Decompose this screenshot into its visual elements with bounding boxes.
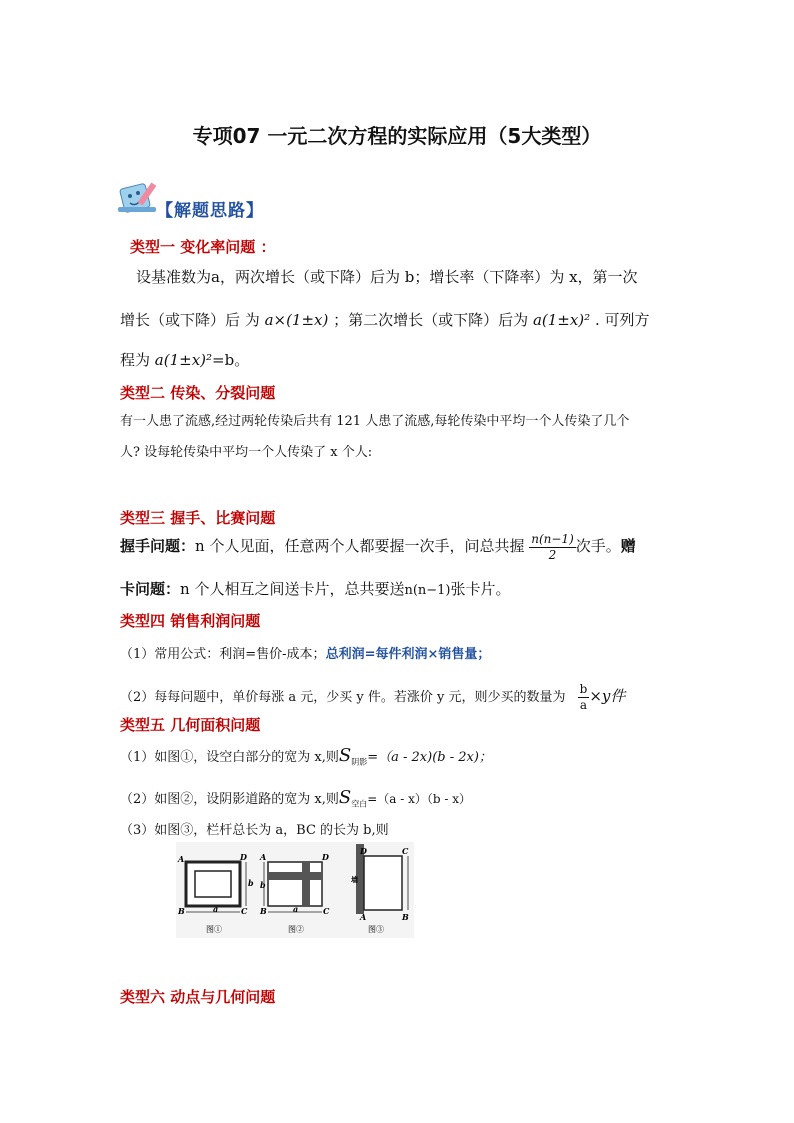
section-2-line-2: 人? 设每轮传染中平均一个人传染了 x 个人: [120,445,373,460]
formula: =（a - 2x)(b - 2x)； [367,750,492,765]
section-2-line-1: 有一人患了流感,经过两轮传染后共有 121 人患了流感,每轮传染中平均一个人传染了几个 [120,414,630,429]
section-heading-6: 类型六 动点与几何问题 [120,988,276,1006]
formula: n(n−1) [404,583,451,598]
label-len-b: b [260,880,266,890]
wall-label: 墙 [351,875,358,884]
text: n 个人相互之间送卡片，总共要送 [180,580,405,598]
section-3-line-1 [120,527,636,565]
label-c: C [241,906,248,916]
text: （1）如图①，设空白部分的宽为 x,则 [120,750,339,765]
label-len-a: a [293,904,299,914]
text: . 可列方 [594,311,650,329]
caption-3: 图③ [368,925,384,934]
label-len-a: a [213,904,219,914]
text: ×y件 [589,687,626,705]
logo-text: 【解题思路】 [156,201,264,221]
formula: a(1±x)² [154,351,213,369]
area-symbol: S [338,787,352,808]
section-heading-4: 类型四 销售利润问题 [120,612,261,630]
label-d: D [322,852,329,862]
text: n 个人见面，任意两个人都要握一次手，问总共握 [195,537,525,555]
numerator: n(n−1) [531,531,574,546]
section-heading-2: 类型二 传染、分裂问题 [120,384,276,402]
numerator: b [579,682,588,696]
subscript: 阴影 [351,757,368,767]
fraction [578,682,590,713]
label-a: A [260,852,267,862]
text: 程为 [120,351,151,369]
label-b: B [402,912,409,922]
label-d: D [240,852,247,862]
text: （2）每每问题中，单价每涨 a 元，少买 y 件。若涨价 y 元，则少买的数量为 [120,690,566,705]
geometry-figures [176,842,414,938]
label-d: D [360,846,367,856]
figure-2 [259,852,330,934]
section-3-line-2 [120,578,511,599]
text: =b。 [212,351,250,369]
section-5-line-3: （3）如图③，栏杆总长为 a，BC 的长为 b,则 [120,823,389,838]
card-label: 卡问题： [120,580,181,598]
formula: a(1±x)² [532,311,591,329]
section-1-line-2 [120,309,650,330]
handshake-label: 握手问题： [120,537,196,555]
subscript: 空白 [351,799,368,809]
label-c: C [323,906,330,916]
formula: =（a - x）（b - x） [367,792,472,806]
text: 赠 [620,537,636,555]
caption-2: 图② [288,925,304,934]
label-c: C [402,846,409,856]
text: 张卡片。 [450,580,511,598]
text: ；第二次增长（或下降）后为 [333,311,529,329]
section-5-line-1 [120,745,492,768]
fraction [529,532,576,563]
label-len-b: b [248,878,254,888]
page-title: 专项07 一元二次方程的实际应用（5大类型） [192,124,602,148]
section-heading-1: 类型一 变化率问题 ： [130,238,276,256]
label-a: A [360,912,367,922]
caption-1: 图① [206,925,222,934]
formula: a×(1±x) [264,311,329,329]
solution-idea-logo [118,180,283,222]
denominator: 2 [548,547,557,562]
section-1-line-1: 设基准数为a，两次增长（或下降）后为 b；增长率（下降率）为 x，第一次 [136,268,638,286]
figure-1 [177,852,254,934]
area-symbol: S [338,745,352,766]
figure-3 [351,844,409,934]
label-b: B [260,906,267,916]
text: 次手。 [575,537,621,555]
label-a: A [178,854,185,864]
label-b: B [178,906,185,916]
section-4-line-2 [120,678,625,714]
section-5-line-2 [120,787,471,810]
text: （2）如图②，设阴影道路的宽为 x,则 [120,792,339,807]
section-heading-3: 类型三 握手、比赛问题 [120,509,276,527]
section-4-line-1 [120,643,490,662]
section-1-line-3 [120,349,249,370]
section-heading-5: 类型五 几何面积问题 [120,716,261,734]
text: （1）常用公式：利润=售价-成本； [120,647,326,662]
highlight-formula: 总利润=每件利润×销售量； [325,647,491,662]
text: 增长（或下降）后 为 [120,311,260,329]
denominator: a [579,698,588,712]
